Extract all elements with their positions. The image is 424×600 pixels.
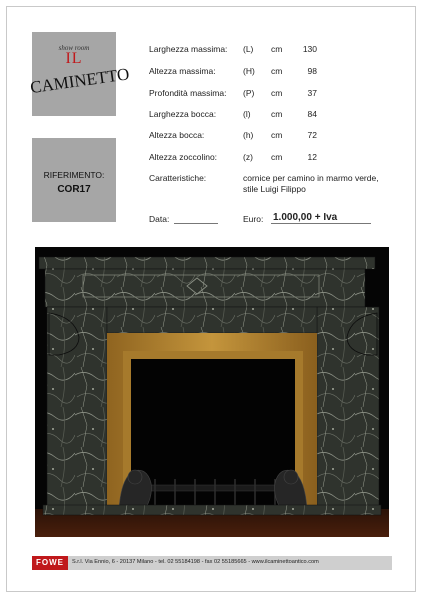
spec-code: (H): [243, 66, 255, 76]
spec-label: Altezza massima:: [149, 66, 216, 76]
spec-unit: cm: [271, 109, 283, 119]
footer-bar: [32, 556, 392, 570]
reference-box: [32, 138, 116, 222]
company-badge: FOWE: [32, 556, 68, 570]
spec-value: 72: [307, 130, 317, 140]
logo-il: IL: [65, 50, 83, 67]
spec-code: (h): [243, 130, 254, 140]
spec-value: 98: [307, 66, 317, 76]
logo-name: CAMINETTO: [29, 64, 131, 98]
date-label: Data:: [149, 214, 170, 224]
price-label: Euro:: [243, 214, 264, 224]
price-value: 1.000,00 + Iva: [273, 212, 338, 223]
spec-label: Altezza zoccolino:: [149, 152, 218, 162]
date-field-line: [174, 223, 218, 224]
spec-code: (P): [243, 88, 255, 98]
features-value: cornice per camino in marmo verde, stile Luigi Filippo: [243, 173, 379, 194]
spec-label: Altezza bocca:: [149, 130, 205, 140]
features-label: Caratteristiche:: [149, 173, 207, 183]
fireplace-photo: [35, 247, 389, 537]
company-info: S.r.l. Via Ennio, 6 - 20137 Milano - tel. 02 55184198 - fax 02 55185665 - www.ilcaminettoantico.com: [72, 559, 319, 565]
reference-code: COR17: [57, 184, 91, 195]
spec-value: 12: [307, 152, 317, 162]
spec-label: Profondità massima:: [149, 88, 227, 98]
spec-code: (L): [243, 44, 254, 54]
spec-label: Larghezza massima:: [149, 44, 228, 54]
spec-value: 130: [302, 44, 317, 54]
spec-unit: cm: [271, 130, 283, 140]
spec-unit: cm: [271, 152, 283, 162]
logo-small-text: show room: [58, 44, 90, 52]
spec-code: (l): [243, 109, 251, 119]
spec-value: 84: [307, 109, 317, 119]
spec-value: 37: [307, 88, 317, 98]
price-underline: [271, 223, 371, 224]
spec-unit: cm: [271, 66, 283, 76]
spec-unit: cm: [271, 88, 283, 98]
reference-label: RIFERIMENTO:: [43, 170, 105, 180]
fireplace-illustration: [35, 247, 389, 537]
spec-unit: cm: [271, 44, 283, 54]
show-room-logo: [29, 32, 131, 116]
spec-label: Larghezza bocca:: [149, 109, 217, 119]
spec-code: (z): [243, 152, 253, 162]
